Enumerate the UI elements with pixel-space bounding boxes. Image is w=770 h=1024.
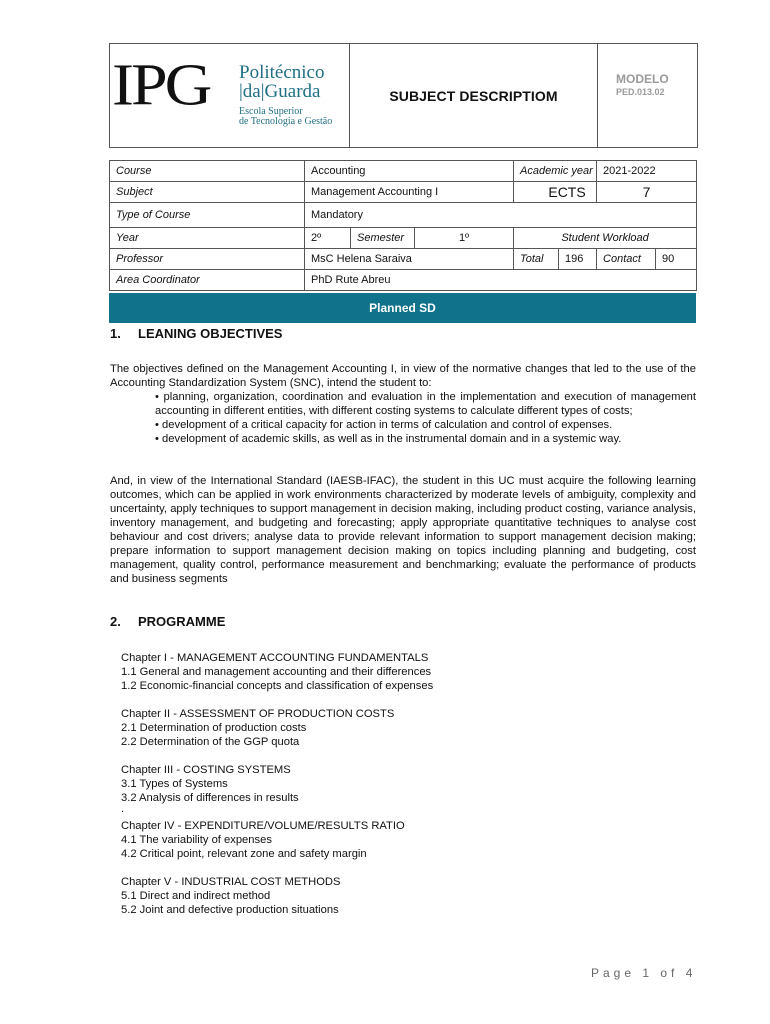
professor-value: MsC Helena Saraiva [305, 249, 514, 270]
chapter-item: 4.2 Critical point, relevant zone and safety margin [121, 848, 367, 860]
chapter-title: Chapter III - COSTING SYSTEMS [121, 764, 291, 776]
chapter-item: 1.2 Economic-financial concepts and classification of expenses [121, 680, 434, 692]
contact-label: Contact [597, 249, 656, 270]
course-value: Accounting [305, 161, 514, 182]
total-label: Total [514, 249, 559, 270]
section-1-heading [110, 326, 282, 341]
chapter-4 [121, 819, 405, 861]
model-code: PED.013.02 [616, 87, 665, 97]
chapter-item: 2.2 Determination of the GGP quota [121, 736, 300, 748]
chapter-item: 1.1 General and management accounting and their differences [121, 666, 432, 678]
document-header [109, 43, 698, 148]
total-value: 196 [559, 249, 597, 270]
type-label: Type of Course [110, 203, 305, 228]
document-title-cell [350, 44, 598, 147]
document-title: SUBJECT DESCRIPTIOM [389, 87, 558, 104]
chapter-title: Chapter I - MANAGEMENT ACCOUNTING FUNDAMENTALS [121, 652, 429, 664]
page-number: Page 1 of 4 [591, 966, 697, 980]
ects-label: ECTS [514, 182, 597, 203]
logo-line-4: de Tecnologia e Gestão [239, 116, 333, 127]
ects-value: 7 [597, 182, 697, 203]
chapter-5 [121, 875, 340, 917]
chapter-title: Chapter IV - EXPENDITURE/VOLUME/RESULTS RATIO [121, 820, 405, 832]
workload-label: Student Workload [514, 228, 697, 249]
coordinator-value: PhD Rute Abreu [305, 270, 697, 291]
course-label: Course [110, 161, 305, 182]
semester-value: 1º [415, 228, 514, 249]
objective-bullet: • planning, organization, coordination and evaluation in the implementation and execution of management accounting in different entities, with different costing systems to calculate different types of costs; [155, 391, 696, 417]
logo-line-2: |da|Guarda [239, 81, 321, 102]
chapter-2 [121, 707, 394, 749]
objectives-intro: The objectives defined on the Management Accounting I, in view of the normative changes that led to the use of the Accounting Standardization System (SNC), intend the student to: [110, 363, 696, 389]
section-2-number: 2. [110, 614, 121, 629]
chapter-item: 2.1 Determination of production costs [121, 722, 307, 734]
coordinator-label: Area Coordinator [110, 270, 305, 291]
chapter-item: 3.1 Types of Systems [121, 778, 228, 790]
chapter-item: 4.1 The variability of expenses [121, 834, 272, 846]
type-value: Mandatory [305, 203, 697, 228]
year-value: 2º [305, 228, 351, 249]
chapter-item: 5.1 Direct and indirect method [121, 890, 271, 902]
institution-logo [110, 44, 350, 147]
learning-outcomes-text [110, 474, 696, 586]
professor-label: Professor [110, 249, 305, 270]
subject-info-table [109, 160, 696, 291]
semester-label: Semester [351, 228, 415, 249]
chapter-title: Chapter II - ASSESSMENT OF PRODUCTION COSTS [121, 708, 395, 720]
chapter-item: 5.2 Joint and defective production situations [121, 904, 339, 916]
section-2-heading [110, 614, 225, 629]
section-1-title: LEANING OBJECTIVES [138, 326, 283, 341]
chapter-item: 3.2 Analysis of differences in results [121, 792, 299, 804]
academic-year-value: 2021-2022 [597, 161, 697, 182]
logo-ipg: IPG [112, 52, 210, 119]
section-2-title: PROGRAMME [138, 614, 226, 629]
academic-year-label: Academic year [514, 161, 597, 182]
section-1-number: 1. [110, 326, 121, 341]
model-cell [598, 44, 697, 147]
logo-line-3: Escola Superior [239, 106, 303, 117]
objectives-text [110, 362, 696, 446]
year-label: Year [110, 228, 305, 249]
objective-bullet: • development of a critical capacity for action in terms of calculation and control of expenses. [155, 419, 613, 431]
objective-bullet: • development of academic skills, as well as in the instrumental domain and in a systemic way. [155, 433, 622, 445]
subject-label: Subject [110, 182, 305, 203]
logo-line-1: Politécnico [239, 62, 325, 83]
chapter-1 [121, 651, 433, 693]
model-label: MODELO [616, 72, 669, 86]
subject-value: Management Accounting I [305, 182, 514, 203]
chapter-3 [121, 763, 299, 813]
chapter-title: Chapter V - INDUSTRIAL COST METHODS [121, 876, 341, 888]
chapter-item: . [121, 803, 125, 815]
learning-outcomes: And, in view of the International Standard (IAESB-IFAC), the student in this UC must acquire the following learning outcomes, which can be applied in work environments characterized by moderate levels of ambiguity, complexity and uncertainty, apply techniques to support management in decision making, including product costing, variance analysis, inventory management, and budgeting and forecasting; apply appropriate quantitative techniques to analyse cost behaviour and cost drivers; analyse data to provide relevant information to support management decision making; prepare information to support management decision making on topics including planning and budgeting, cost management, quality control, performance measurement and benchmarking; evaluate the performance of products and business segments [110, 475, 696, 585]
planned-sd-banner: Planned SD [109, 293, 696, 323]
contact-value: 90 [656, 249, 697, 270]
